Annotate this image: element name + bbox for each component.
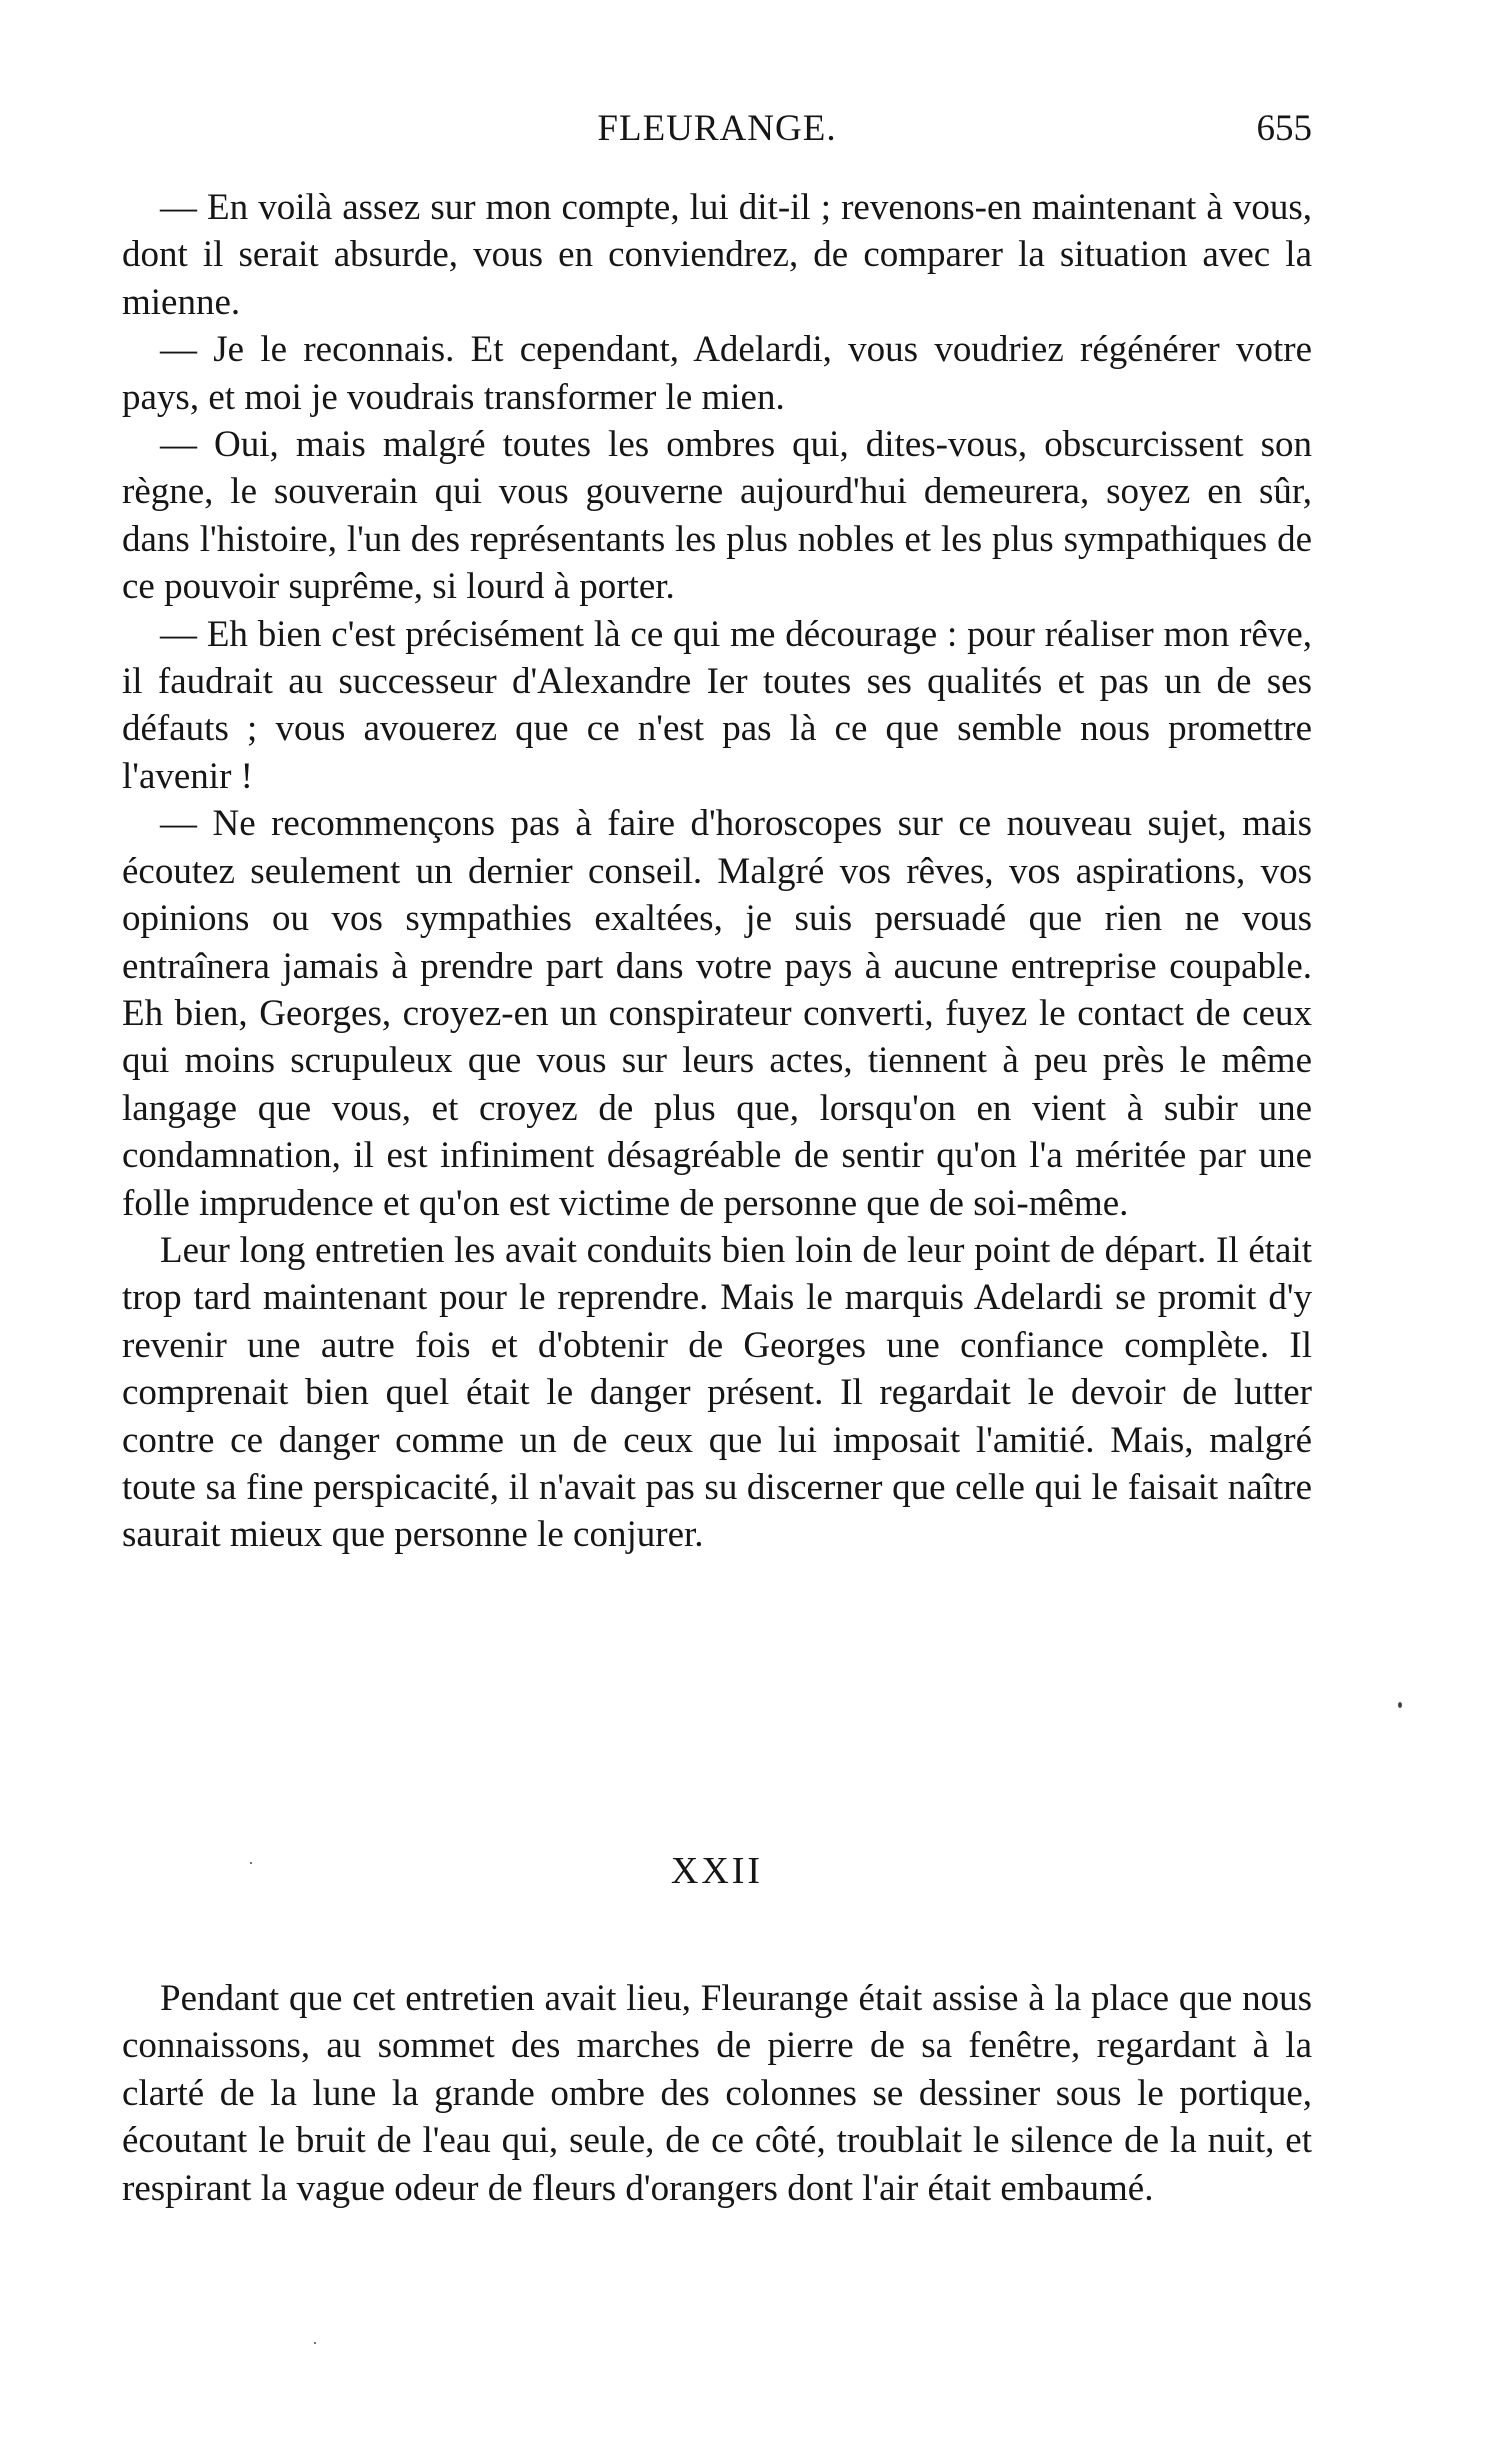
chapter-opening — [122, 1975, 1312, 2212]
paragraph: — Je le reconnais. Et cependant, Adelardi, vous voudriez régénérer votre pays, et moi je voudrais transformer le mien. — [122, 329, 1312, 418]
print-speck — [250, 1862, 252, 1864]
running-title: FLEURANGE. — [597, 108, 837, 149]
page-number: 655 — [1256, 108, 1312, 149]
paragraph: — En voilà assez sur mon compte, lui dit-il ; revenons-en maintenant à vous, dont il serait absurde, vous en conviendrez, de comparer la situation avec la mienne. — [122, 187, 1312, 323]
running-head — [122, 104, 1312, 154]
print-speck — [314, 2342, 316, 2344]
print-speck — [1398, 1702, 1402, 1708]
paragraph: — Ne recommençons pas à faire d'horoscopes sur ce nouveau sujet, mais écoutez seulement un dernier conseil. Malgré vos rêves, vos aspirations, vos opinions ou vos sympathies exaltées, je suis persuadé que rien ne vous entraînera jamais à prendre part dans votre pays à aucune entreprise coupable. Eh bien, Georges, croyez-en un conspirateur converti, fuyez le contact de ceux qui moins scrupuleux que vous sur leurs actes, tiennent à peu près le même langage que vous, et croyez de plus que, lorsqu'on en vient à subir une condamnation, il est infiniment désagréable de sentir qu'on l'a méritée par une folle imprudence et qu'on est victime de personne que de soi-même. — [122, 803, 1312, 1224]
paragraph: — Eh bien c'est précisément là ce qui me décourage : pour réaliser mon rêve, il faudrait au successeur d'Alexandre Ier toutes ses qualités et pas un de ses défauts ; vous avouerez que ce n'est pas là ce que semble nous promettre l'avenir ! — [122, 613, 1312, 797]
chapter-heading: XXII — [670, 1850, 764, 1892]
paragraph: Pendant que cet entretien avait lieu, Fleurange était assise à la place que nous connaissons, au sommet des marches de pierre de sa fenêtre, regardant à la clarté de la lune la grande ombre des colonnes se dessiner sous le portique, écoutant le bruit de l'eau qui, seule, de ce côté, troublait le silence de la nuit, et respirant la vague odeur de fleurs d'orangers dont l'air était embaumé. — [122, 1978, 1312, 2209]
dialogue-section — [122, 184, 1312, 1559]
paragraph: — Oui, mais malgré toutes les ombres qui, dites-vous, obscurcissent son règne, le souverain qui vous gouverne aujourd'hui demeurera, soyez en sûr, dans l'histoire, l'un des représentants les plus nobles et les plus sympathiques de ce pouvoir suprême, si lourd à porter. — [122, 424, 1312, 608]
paragraph: Leur long entretien les avait conduits bien loin de leur point de départ. Il était trop tard maintenant pour le reprendre. Mais le marquis Adelardi se promit d'y revenir une autre fois et d'obtenir de Georges une confiance complète. Il comprenait bien quel était le danger présent. Il regardait le devoir de lutter contre ce danger comme un de ceux que lui imposait l'amitié. Mais, malgré toute sa fine perspicacité, il n'avait pas su discerner que celle qui le faisait naître saurait mieux que personne le conjurer. — [122, 1229, 1312, 1556]
